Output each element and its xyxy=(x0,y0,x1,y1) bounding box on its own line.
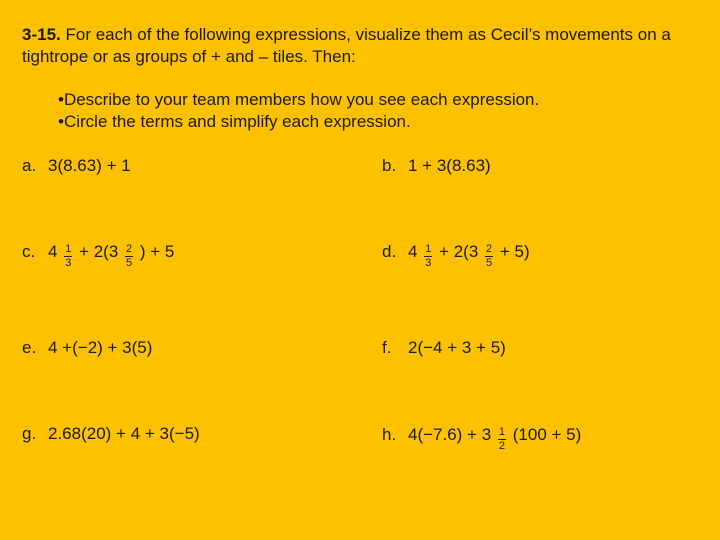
fraction-numerator: 1 xyxy=(425,243,432,255)
problem-g-expression: 2.68(20) + 4 + 3(−5) xyxy=(48,424,200,443)
problem-d-label: d. xyxy=(382,241,397,261)
problem-b-label: b. xyxy=(382,156,397,175)
fraction-denominator: 3 xyxy=(65,257,72,269)
problem-number: 3-15. xyxy=(22,25,61,44)
fraction-numerator: 2 xyxy=(486,243,493,255)
problem-d-fraction-2 xyxy=(485,244,493,269)
problem-h-fraction xyxy=(498,427,506,452)
problem-d xyxy=(382,240,530,269)
problem-h-label: h. xyxy=(382,424,397,444)
problem-f-expression: 2(−4 + 3 + 5) xyxy=(408,338,506,357)
fraction-numerator: 1 xyxy=(65,243,72,255)
problem-c-part2: + 2(3 xyxy=(74,241,119,261)
problem-c-fraction-2 xyxy=(125,244,133,269)
fraction-denominator: 5 xyxy=(486,257,493,269)
problem-statement xyxy=(22,24,702,68)
problem-h-part2: (100 + 5) xyxy=(508,424,582,444)
fraction-denominator: 5 xyxy=(126,257,133,269)
problem-h-part1: 4(−7.6) + 3 xyxy=(408,424,492,444)
problem-b-expression: 1 + 3(8.63) xyxy=(408,156,491,175)
problem-g-label: g. xyxy=(22,424,37,443)
problem-b xyxy=(382,155,491,177)
problem-e-expression: 4 +(−2) + 3(5) xyxy=(48,338,153,357)
problem-f-label: f. xyxy=(382,338,392,357)
problem-g xyxy=(22,423,200,445)
problem-a-expression: 3(8.63) + 1 xyxy=(48,156,131,175)
problem-c xyxy=(22,240,175,269)
fraction-denominator: 3 xyxy=(425,257,432,269)
problem-e-label: e. xyxy=(22,338,37,357)
instruction-list xyxy=(58,89,539,133)
problem-c-label: c. xyxy=(22,241,36,261)
problem-f xyxy=(382,337,506,359)
problem-e xyxy=(22,337,152,359)
fraction-denominator: 2 xyxy=(498,440,506,452)
problem-d-fraction-1 xyxy=(424,244,432,269)
instruction-simplify: •Circle the terms and simplify each expression. xyxy=(58,112,411,131)
problem-d-part3: + 5) xyxy=(495,241,530,261)
problem-c-part1: 4 xyxy=(48,241,58,261)
instruction-describe: •Describe to your team members how you see each expression. xyxy=(58,90,540,109)
problem-a xyxy=(22,155,131,177)
problem-d-part1: 4 xyxy=(408,241,418,261)
fraction-numerator: 2 xyxy=(126,243,133,255)
problem-c-part3: ) + 5 xyxy=(135,241,175,261)
problem-d-part2: + 2(3 xyxy=(434,241,479,261)
problem-c-fraction-1 xyxy=(64,244,72,269)
fraction-numerator: 1 xyxy=(498,426,506,438)
problem-instructions: For each of the following expressions, visualize them as Cecil’s movements on a tightrope or as groups of + and – tiles. Then: xyxy=(22,25,671,66)
problem-h xyxy=(382,423,582,452)
problem-a-label: a. xyxy=(22,156,37,175)
